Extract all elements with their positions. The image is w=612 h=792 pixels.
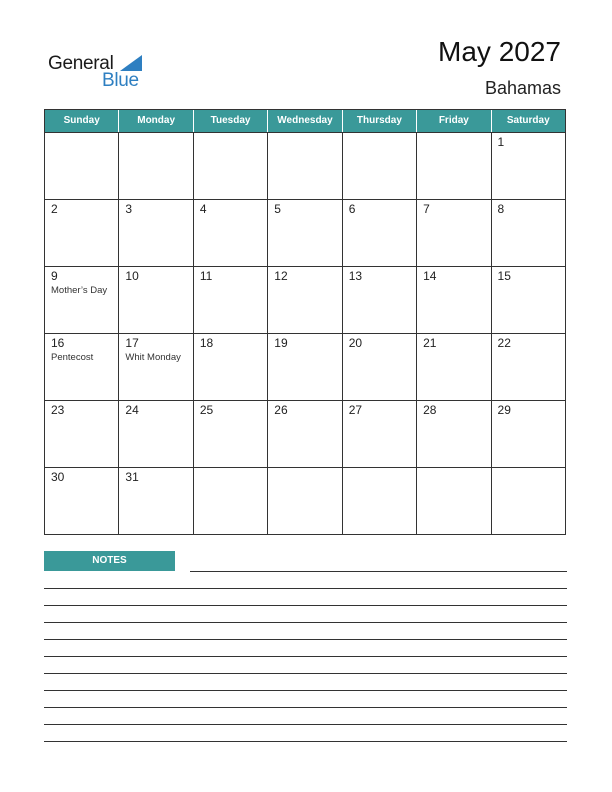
day-number: 16 <box>51 336 65 350</box>
day-number: 20 <box>348 336 363 350</box>
week-row <box>45 467 565 534</box>
day-cell <box>416 334 490 400</box>
day-number: 26 <box>274 403 288 417</box>
day-number: 18 <box>199 336 214 350</box>
day-cell <box>45 133 118 199</box>
notes-line <box>44 707 567 708</box>
weekday-monday: Monday <box>118 110 192 132</box>
weekday-header-row <box>45 110 565 132</box>
day-number: 12 <box>274 269 288 283</box>
day-cell <box>416 401 490 467</box>
day-cell <box>118 133 192 199</box>
notes-line <box>44 724 567 725</box>
day-cell <box>416 468 490 534</box>
day-cell <box>267 334 341 400</box>
week-row <box>45 333 565 400</box>
day-cell <box>416 267 490 333</box>
day-number: 17 <box>125 336 139 350</box>
day-number: 23 <box>51 403 65 417</box>
day-cell <box>491 468 565 534</box>
day-cell <box>45 200 118 266</box>
weekday-saturday: Saturday <box>491 110 565 132</box>
day-cell <box>267 133 341 199</box>
day-number: 9 <box>51 269 58 283</box>
day-cell <box>193 133 267 199</box>
country-name: Bahamas <box>484 78 561 98</box>
day-number: 6 <box>348 202 356 216</box>
day-cell <box>118 200 192 266</box>
day-cell <box>118 401 192 467</box>
day-cell <box>45 468 118 534</box>
weekday-wednesday: Wednesday <box>267 110 341 132</box>
day-cell <box>193 401 267 467</box>
day-cell <box>118 334 192 400</box>
notes-line <box>44 673 567 674</box>
day-number: 1 <box>497 135 505 149</box>
holiday-label: Mother’s Day <box>51 285 108 296</box>
notes-line <box>44 690 567 691</box>
day-cell <box>267 468 341 534</box>
day-cell <box>193 334 267 400</box>
day-cell <box>342 200 416 266</box>
logo-general-text: General <box>48 53 114 74</box>
day-number: 31 <box>125 470 139 484</box>
day-number: 25 <box>199 403 214 417</box>
day-cell <box>267 267 341 333</box>
day-cell <box>342 133 416 199</box>
notes-line <box>44 741 567 742</box>
day-number: 5 <box>274 202 281 216</box>
day-cell <box>45 334 118 400</box>
day-cell <box>193 267 267 333</box>
day-cell <box>193 468 267 534</box>
day-cell <box>491 133 565 199</box>
logo-blue-text: Blue <box>102 70 139 91</box>
day-number: 29 <box>497 403 511 417</box>
weekday-sunday: Sunday <box>63 115 100 126</box>
holiday-label: Whit Monday <box>125 352 181 363</box>
day-cell <box>342 468 416 534</box>
day-cell <box>45 267 118 333</box>
day-number: 7 <box>423 202 430 216</box>
day-cell <box>491 334 565 400</box>
weekday-friday: Friday <box>416 110 490 132</box>
day-cell <box>118 267 192 333</box>
weekday-tuesday: Tuesday <box>193 110 267 132</box>
day-number: 30 <box>51 470 65 484</box>
day-number: 14 <box>423 269 437 283</box>
day-number: 8 <box>497 202 505 216</box>
day-number: 2 <box>51 202 58 216</box>
day-number: 13 <box>348 269 363 283</box>
holiday-label: Pentecost <box>51 352 94 363</box>
weekday-thursday: Thursday <box>342 110 416 132</box>
day-cell <box>491 200 565 266</box>
page-title: May 2027 <box>438 36 561 67</box>
day-cell <box>342 401 416 467</box>
day-cell <box>45 401 118 467</box>
day-cell <box>193 200 267 266</box>
day-cell <box>491 401 565 467</box>
notes-line <box>44 622 567 623</box>
day-cell <box>491 267 565 333</box>
notes-line <box>44 588 567 589</box>
week-row <box>45 266 565 333</box>
day-number: 3 <box>125 202 133 216</box>
day-number: 27 <box>348 403 363 417</box>
notes-line <box>190 571 567 572</box>
week-row <box>45 199 565 266</box>
day-cell <box>267 401 341 467</box>
notes-line <box>44 656 567 657</box>
day-cell <box>342 334 416 400</box>
day-number: 11 <box>199 269 213 283</box>
day-number: 22 <box>497 336 511 350</box>
notes-label: NOTES <box>44 551 175 571</box>
day-number: 24 <box>125 403 139 417</box>
notes-line <box>44 605 567 606</box>
general-blue-logo <box>48 53 158 93</box>
day-number: 28 <box>423 403 437 417</box>
calendar-grid <box>44 109 566 535</box>
calendar-body <box>45 132 565 534</box>
logo-triangle-icon <box>120 55 142 71</box>
day-number: 19 <box>274 336 288 350</box>
day-number: 4 <box>199 202 207 216</box>
day-number: 10 <box>125 269 139 283</box>
week-row <box>45 132 565 199</box>
day-number: 21 <box>423 336 437 350</box>
week-row <box>45 400 565 467</box>
day-cell <box>416 133 490 199</box>
day-cell <box>416 200 490 266</box>
notes-line <box>44 639 567 640</box>
day-cell <box>267 200 341 266</box>
day-number: 15 <box>497 269 511 283</box>
day-cell <box>118 468 192 534</box>
day-cell <box>342 267 416 333</box>
